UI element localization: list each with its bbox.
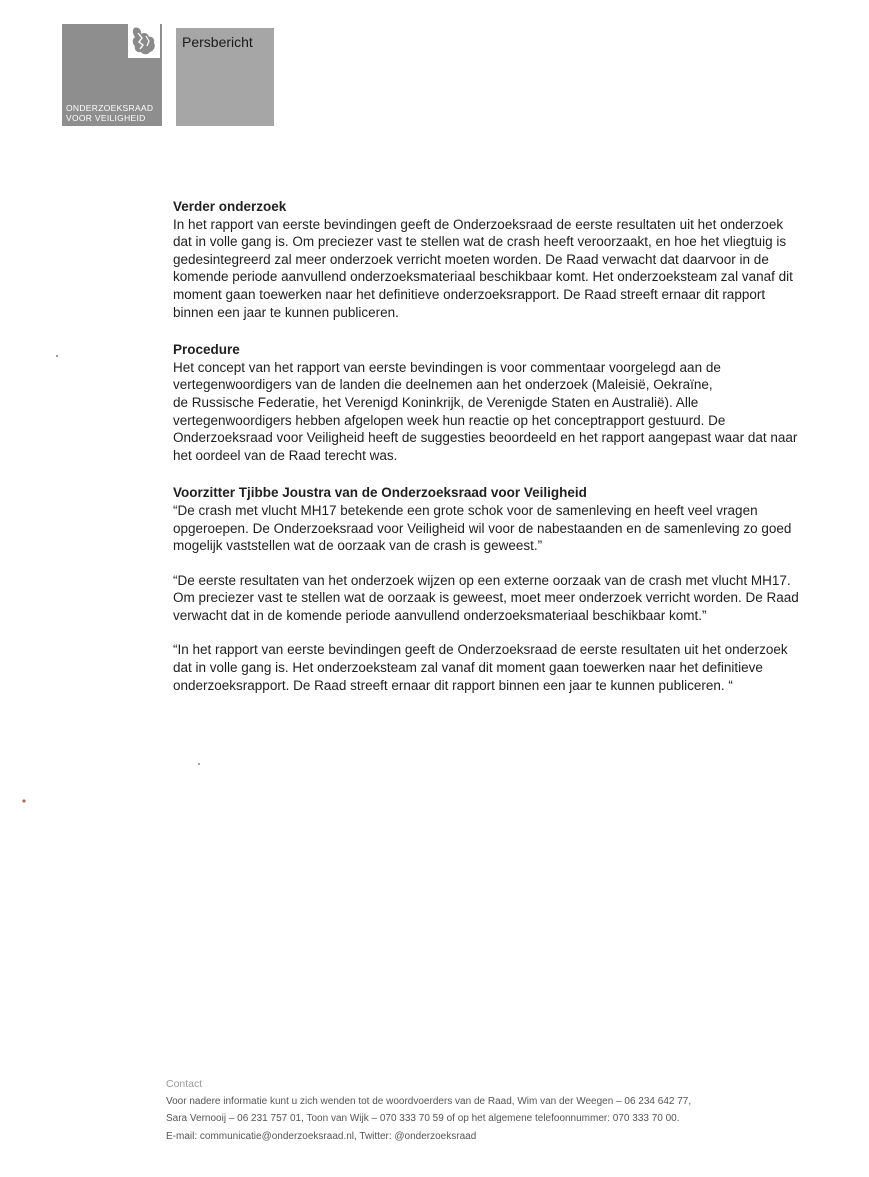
footer-heading: Contact xyxy=(166,1078,203,1090)
section-paragraph: In het rapport van eerste bevindingen geeft de Onderzoeksraad de eerste resultaten uit het onderzoek dat in volle gang is. Om preciezer vast te stellen wat de crash heeft veroorzaakt, en hoe het vliegtuig is gedesintegreerd zal meer onderzoek verricht moeten worden. De Raad verwacht dat daarvoor in de komende periode aanvullend onderzoeksmateriaal beschikbaar komt. Het onderzoeksteam zal vanaf dit moment gaan toewerken naar het definitieve onderzoeksrapport. De Raad streeft ernaar dit rapport binnen een jaar te kunnen publiceren. xyxy=(173,216,793,320)
document-type-label: Persbericht xyxy=(182,34,253,50)
section-heading: Verder onderzoek xyxy=(173,199,287,214)
section-heading: Voorzitter Tjibbe Joustra van de Onderzoeksraad voor Veiligheid xyxy=(173,485,587,501)
paragraph-line: Het concept van het rapport van eerste bevindingen is voor commentaar voorgelegd aan de vertegenwoordigers van de landen die deelnemen aan het onderzoek (Maleisië, Oekraïne, xyxy=(173,359,721,393)
footer-line: Sara Vernooij – 06 231 757 01, Toon van Wijk – 070 333 70 59 of op het algemene telefoonnummer: 070 333 70 00. xyxy=(166,1113,680,1125)
paragraph-line: de Russische Federatie, het Verenigd Koninkrijk, de Verenigde Staten en Australië). Alle vertegenwoordigers hebben afgelopen week hun reactie op het conceptrapport gestuurd. De Onderzoeksraad voor Veiligheid heeft de suggesties beoordeeld en het rapport aangepast waar dat naar het oordeel van de Raad terecht was. xyxy=(173,394,798,463)
quote-paragraph: “In het rapport van eerste bevindingen geeft de Onderzoeksraad de eerste resultaten uit het onderzoek dat in volle gang is. Het onderzoeksteam zal vanaf dit moment gaan toewerken naar het definitieve onderzoeksrapport. De Raad streeft ernaar dit rapport binnen een jaar te kunnen publiceren. “ xyxy=(173,642,788,693)
footer-line: E-mail: communicatie@onderzoeksraad.nl, Twitter: @onderzoeksraad xyxy=(166,1130,477,1142)
footer-line: Voor nadere informatie kunt u zich wenden tot de woordvoerders van de Raad, Wim van der Weegen – 06 234 642 77, xyxy=(166,1096,692,1108)
logo-text-line2: VOOR VEILIGHEID xyxy=(66,113,146,123)
quote-paragraph: “De crash met vlucht MH17 betekende een grote schok voor de samenleving en heeft veel vragen opgeroepen. De Onderzoeksraad voor Veiligheid wil voor de nabestaanden en de samenleving zo goed mogelijk vaststellen wat de oorzaak van de crash is geweest.” xyxy=(173,502,792,554)
section-heading: Procedure xyxy=(173,342,240,358)
quote-paragraph: “De eerste resultaten van het onderzoek wijzen op een externe oorzaak van de crash met vlucht MH17. Om preciezer vast te stellen wat de oorzaak is geweest, moet meer onderzoek verricht worden. De Raad verwacht dat in de komende periode aanvullend onderzoeksmateriaal beschikbaar komt.” xyxy=(173,572,799,623)
logo-text-line1: ONDERZOEKSRAAD xyxy=(66,103,154,113)
